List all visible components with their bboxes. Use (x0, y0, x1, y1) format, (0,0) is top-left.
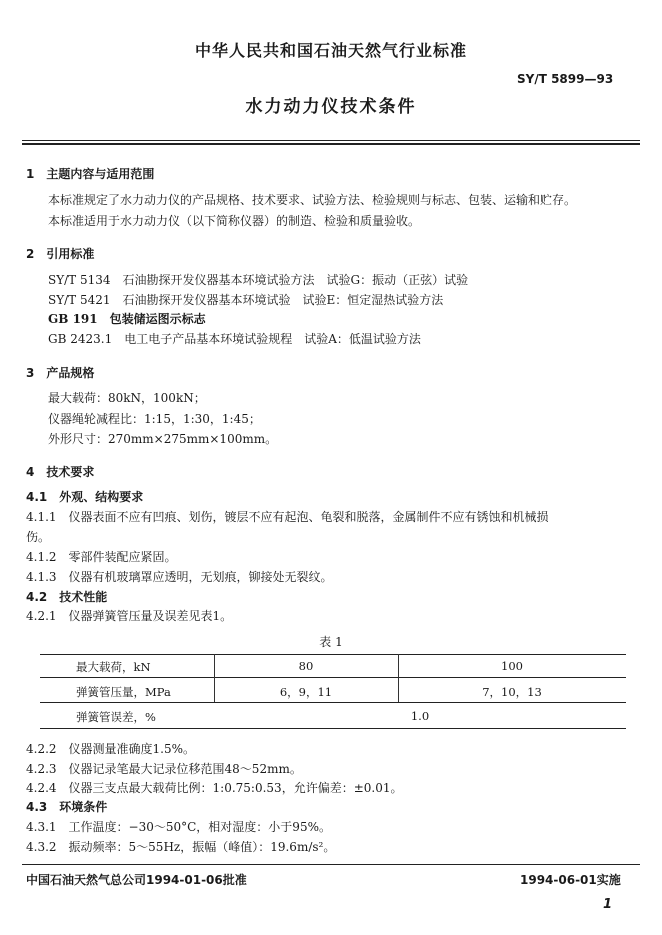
section-4-heading: 4 技术要求 (26, 465, 95, 479)
reference-item: GB 2423.1 电工电子产品基本环境试验规程 试验A：低温试验方法 (48, 332, 421, 346)
effective-date: 1994-06-01实施 (520, 873, 621, 887)
clause-text: 4.3.2 振动频率：5～55Hz，振幅（峰值）：19.6m/s²。 (26, 840, 336, 854)
clause-text: 4.3.1 工作温度：−30～50°C，相对湿度：小于95%。 (26, 820, 331, 834)
table-cell: 100 (501, 659, 523, 673)
reference-item: SY/T 5134 石油勘探开发仪器基本环境试验方法 试验G：振动（正弦）试验 (48, 273, 469, 287)
reference-item: GB 191 包装储运图示标志 (48, 312, 206, 326)
header-rule (22, 140, 640, 141)
footer-rule (22, 864, 640, 865)
table-cell: 7，10，13 (482, 685, 542, 699)
table-rule (40, 677, 626, 678)
subsection-heading: 4.1 外观、结构要求 (26, 490, 144, 504)
header-rule-thick (22, 143, 640, 145)
table-rule (40, 702, 626, 703)
clause-text: 4.2.4 仪器三支点最大载荷比例：1:0.75:0.53，允许偏差：±0.01。 (26, 781, 403, 795)
table-cell-label: 弹簧管压量，MPa (76, 685, 171, 699)
section-1-paragraph: 本标准适用于水力动力仪（以下简称仪器）的制造、检验和质量验收。 (48, 214, 421, 228)
section-2-heading: 2 引用标准 (26, 247, 95, 261)
clause-text: 4.1.2 零部件装配应紧固。 (26, 550, 177, 564)
table-rule-top (40, 654, 626, 655)
table-cell: 80 (298, 659, 314, 673)
document-title: 水力动力仪技术条件 (245, 97, 417, 117)
approval-info: 中国石油天然气总公司1994-01-06批准 (26, 873, 247, 887)
subsection-heading: 4.3 环境条件 (26, 800, 108, 814)
table-cell-merged: 1.0 (410, 709, 430, 723)
standard-category: 中华人民共和国石油天然气行业标准 (194, 41, 467, 60)
clause-text: 伤。 (26, 530, 51, 544)
reference-item: SY/T 5421 石油勘探开发仪器基本环境试验 试验E：恒定湿热试验方法 (48, 293, 444, 307)
table-cell-label: 最大载荷，kN (76, 660, 151, 674)
section-1-heading: 1 主题内容与适用范围 (26, 167, 155, 181)
table-cell-label: 弹簧管误差，% (76, 710, 156, 724)
clause-text: 4.1.3 仪器有机玻璃罩应透明，无划痕，铆接处无裂纹。 (26, 570, 333, 584)
spec-item: 最大载荷：80kN，100kN； (48, 391, 206, 405)
table-cell: 6，9，11 (279, 685, 333, 699)
clause-text: 4.2.3 仪器记录笔最大记录位移范围48～52mm。 (26, 762, 302, 776)
spec-item: 外形尺寸：270mm×275mm×100mm。 (48, 432, 278, 446)
page-number: 1 (603, 897, 613, 912)
clause-text: 4.1.1 仪器表面不应有凹痕、划伤，镀层不应有起泡、龟裂和脱落，金属制件不应有锈蚀和机械损 (26, 510, 549, 524)
table-1 (40, 654, 626, 730)
section-1-paragraph: 本标准规定了水力动力仪的产品规格、技术要求、试验方法、检验规则与标志、包装、运输和贮存。 (48, 193, 577, 207)
clause-text: 4.2.1 仪器弹簧管压量及误差见表1。 (26, 609, 233, 623)
spec-item: 仪器绳轮减程比：1:15，1:30，1:45； (48, 412, 261, 426)
table-caption: 表 1 (319, 635, 343, 649)
standard-code: SY/T 5899—93 (517, 72, 614, 86)
subsection-heading: 4.2 技术性能 (26, 590, 108, 604)
table-rule-bottom (40, 728, 626, 729)
clause-text: 4.2.2 仪器测量准确度1.5%。 (26, 742, 196, 756)
section-3-heading: 3 产品规格 (26, 366, 95, 380)
